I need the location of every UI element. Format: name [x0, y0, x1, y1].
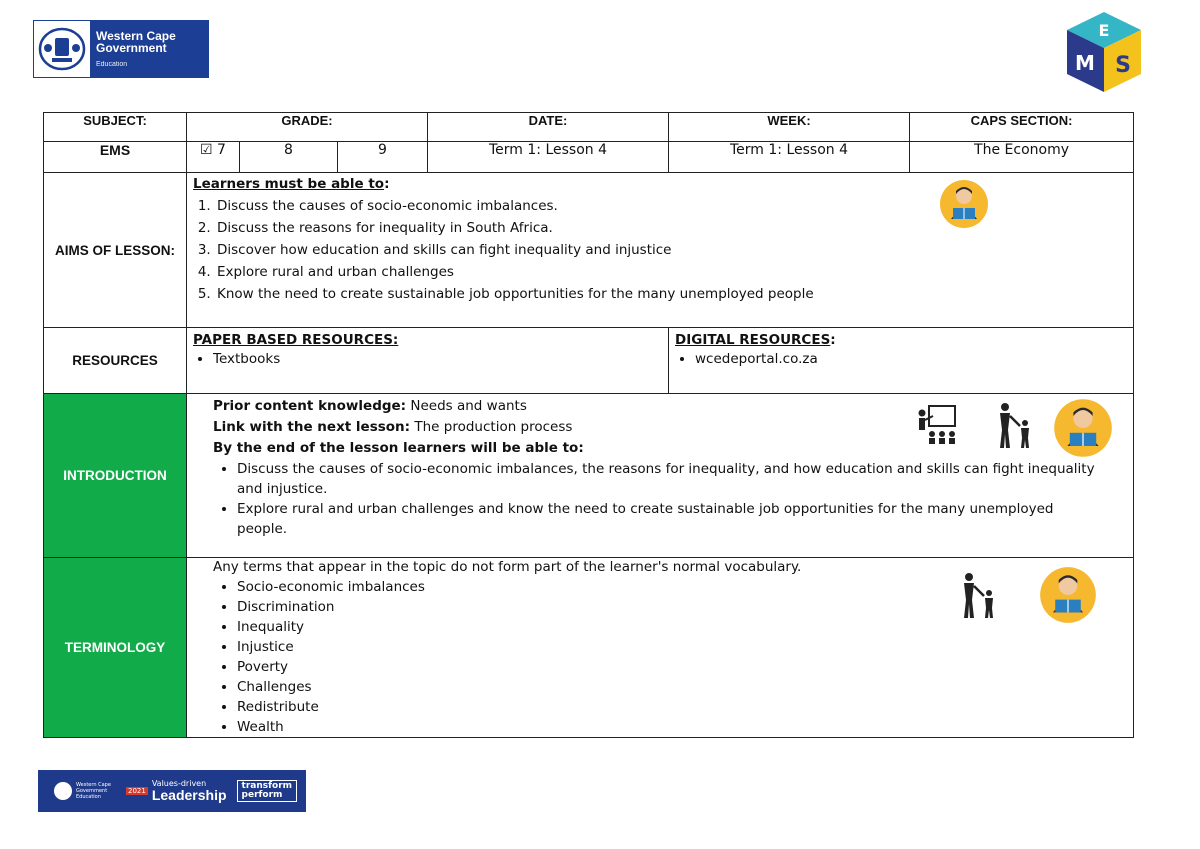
parent-child-icon — [993, 402, 1035, 454]
svg-text:E: E — [1098, 21, 1110, 40]
terminology-cell — [187, 558, 1134, 738]
digital-resources-title: DIGITAL RESOURCES — [675, 332, 831, 348]
grade-7-checkbox[interactable]: ☑ 7 — [187, 142, 240, 173]
wcg-logo — [33, 20, 209, 78]
parent-child-icon — [957, 572, 999, 624]
next-lesson-value: The production process — [414, 419, 573, 435]
aim-item: 1. Discuss the causes of socio-economic imbalances. — [215, 195, 1127, 217]
term-item: • Wealth — [237, 717, 1127, 737]
term-item: • Discrimination — [237, 597, 1127, 617]
outcome-item: • Discuss the causes of socio-economic imbalances, the reasons for inequality, and how education and skills can fight inequality and injustice. — [237, 459, 1107, 499]
subject-header: SUBJECT: — [44, 113, 187, 142]
aim-item: 2. Discuss the reasons for inequality in South Africa. — [215, 217, 1127, 239]
outcomes-label: By the end of the lesson learners will be able to: — [213, 440, 584, 456]
paper-resources-cell — [187, 328, 669, 394]
digital-resources-cell — [669, 328, 1134, 394]
org-title-line2: Government — [96, 41, 167, 56]
aim-item: 5. Know the need to create sustainable job opportunities for the many unemployed people — [215, 283, 1127, 305]
subject-value: EMS — [44, 142, 187, 173]
aims-row — [44, 173, 1134, 328]
reading-learner-icon — [939, 179, 989, 233]
terminology-label: TERMINOLOGY — [44, 558, 187, 738]
footer-values-line1: Values-driven — [151, 779, 207, 788]
svg-text:S: S — [1115, 53, 1131, 78]
lesson-plan-table — [43, 112, 1134, 738]
digital-resource-link[interactable]: • wcedeportal.co.za — [695, 350, 1127, 369]
grade-8-option[interactable]: 8 — [240, 142, 338, 173]
week-value: Term 1: Lesson 4 — [669, 142, 910, 173]
digital-resources-list — [675, 350, 1127, 369]
header-row — [44, 113, 1134, 142]
date-value: Term 1: Lesson 4 — [428, 142, 669, 173]
org-subtitle: Education — [96, 60, 128, 68]
introduction-outcomes-list — [213, 459, 1107, 539]
crest-icon — [54, 782, 72, 800]
reading-learner-icon — [1053, 398, 1113, 462]
terminology-row — [44, 558, 1134, 738]
paper-resources-title: PAPER BASED RESOURCES: — [193, 332, 399, 348]
crest-icon — [34, 21, 90, 77]
week-header: WEEK: — [669, 113, 910, 142]
term-item: • Poverty — [237, 657, 1127, 677]
aims-cell — [187, 173, 1134, 328]
prior-knowledge-label: Prior content knowledge: — [213, 398, 407, 414]
footer-tp-line1: transform — [241, 781, 293, 791]
next-lesson-label: Link with the next lesson: — [213, 419, 411, 435]
term-item: • Injustice — [237, 637, 1127, 657]
digital-resources-colon: : — [830, 332, 836, 348]
grade-9-option[interactable]: 9 — [338, 142, 428, 173]
term-item: • Challenges — [237, 677, 1127, 697]
prior-knowledge-value: Needs and wants — [410, 398, 527, 414]
footer-org: Western Cape Government Education — [76, 782, 111, 800]
aims-label: AIMS OF LESSON: — [44, 173, 187, 328]
date-header: DATE: — [428, 113, 669, 142]
introduction-row — [44, 394, 1134, 558]
footer-tp-line2: perform — [241, 790, 283, 800]
caps-section-value: The Economy — [910, 142, 1134, 173]
grade-header: GRADE: — [187, 113, 428, 142]
terminology-intro: Any terms that appear in the topic do not form part of the learner's normal vocabulary. — [213, 559, 802, 575]
footer-banner — [38, 770, 306, 812]
aims-intro: Learners must be able to — [193, 176, 385, 192]
footer-year: 2021 — [128, 787, 146, 795]
values-row — [44, 142, 1134, 173]
introduction-label: INTRODUCTION — [44, 394, 187, 558]
term-item: • Socio-economic imbalances — [237, 577, 1127, 597]
aim-item: 4. Explore rural and urban challenges — [215, 261, 1127, 283]
outcome-item: • Explore rural and urban challenges and know the need to create sustainable job opportunities for the many unemployed people. — [237, 499, 1107, 539]
paper-resource-item: • Textbooks — [213, 350, 662, 369]
footer-values-line2: Leadership — [151, 787, 227, 803]
org-title-line1: Western Cape — [96, 28, 176, 43]
caps-section-header: CAPS SECTION: — [910, 113, 1134, 142]
resources-row — [44, 328, 1134, 394]
aims-intro-colon: : — [384, 176, 390, 192]
svg-text:M: M — [1075, 51, 1095, 75]
reading-learner-icon — [1039, 566, 1097, 628]
ems-logo — [1063, 10, 1145, 94]
term-item: • Inequality — [237, 617, 1127, 637]
teacher-class-icon — [915, 404, 959, 450]
aim-item: 3. Discover how education and skills can fight inequality and injustice — [215, 239, 1127, 261]
resources-label: RESOURCES — [44, 328, 187, 394]
term-item: • Redistribute — [237, 697, 1127, 717]
paper-resources-list — [193, 350, 662, 369]
introduction-cell — [187, 394, 1134, 558]
